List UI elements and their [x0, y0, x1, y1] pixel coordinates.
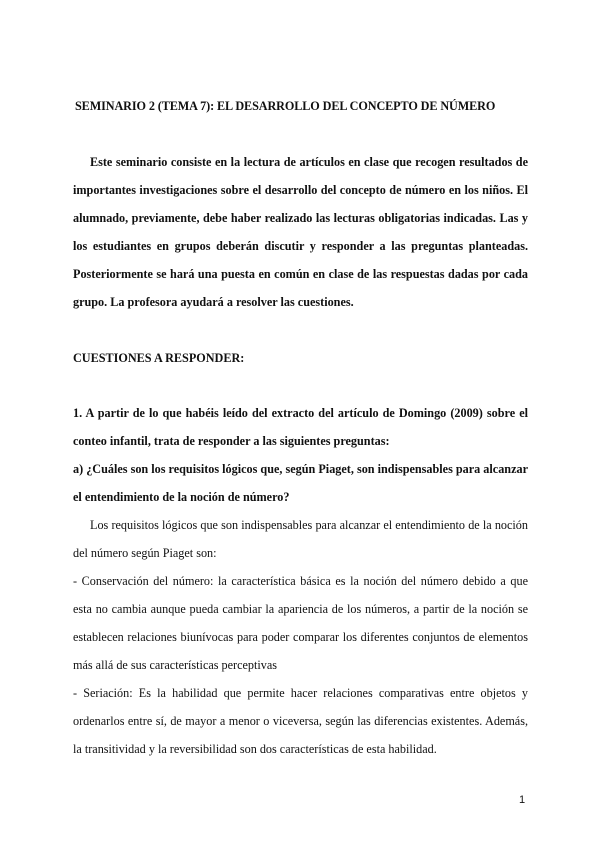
- answer-block: [73, 511, 528, 763]
- section-heading: CUESTIONES A RESPONDER:: [73, 351, 245, 365]
- page-title: SEMINARIO 2 (TEMA 7): EL DESARROLLO DEL CONCEPTO DE NÚMERO: [75, 99, 496, 113]
- page-number: 1: [519, 794, 526, 806]
- intro-paragraph: Este seminario consiste en la lectura de artículos en clase que recogen resultados de importantes investigaciones sobre el desarrollo del concepto de número en los niños. El alumnado, previamente, debe haber realizado las lecturas obligatorias indicadas. Las y los estudiantes en grupos deberán discutir y responder a las preguntas planteadas. Posteriormente se hará una puesta en común en clase de las respuestas dadas por cada grupo. La profesora ayudará a resolver las cuestiones.: [73, 155, 528, 309]
- answer-item-conservacion: - Conservación del número: la característica básica es la noción del número debido a que esta no cambia aunque pueda cambiar la apariencia de los números, a partir de la noción se establecen relaciones biunívocas para poder comparar los diferentes conjuntos de elementos más allá de sus características perceptivas: [73, 574, 528, 672]
- answer-intro: Los requisitos lógicos que son indispensables para alcanzar el entendimiento de la noción del número según Piaget son:: [73, 518, 528, 560]
- question-1: 1. A partir de lo que habéis leído del extracto del artículo de Domingo (2009) sobre el conteo infantil, trata de responder a las siguientes preguntas:: [73, 406, 528, 448]
- answer-item-seriacion: - Seriación: Es la habilidad que permite hacer relaciones comparativas entre objetos y ordenarlos entre sí, de mayor a menor o viceversa, según las diferencias existentes. Además, la transitividad y la reversibilidad son dos características de esta habilidad.: [73, 686, 528, 756]
- question-1a: a) ¿Cuáles son los requisitos lógicos que, según Piaget, son indispensables para alcanzar el entendimiento de la noción de número?: [73, 462, 528, 504]
